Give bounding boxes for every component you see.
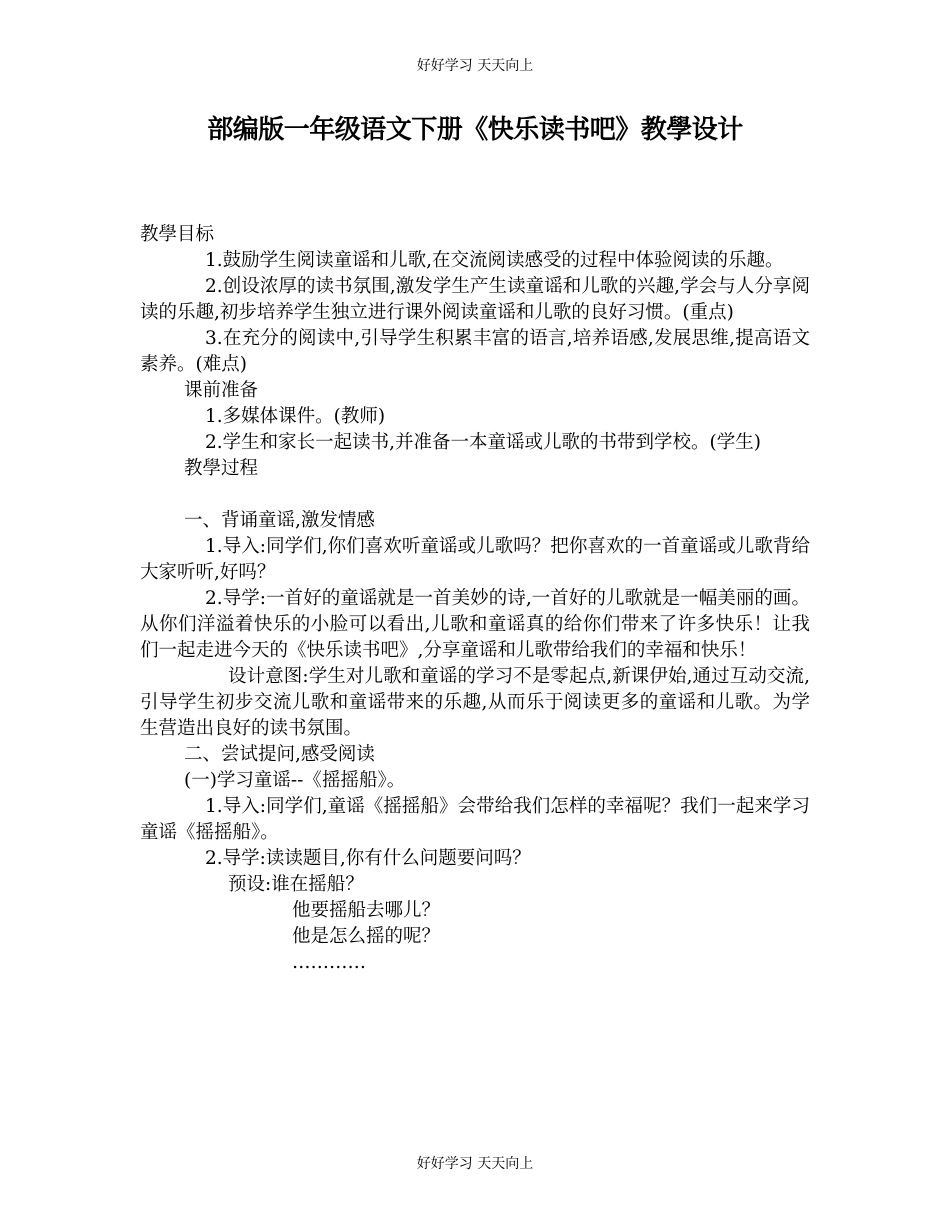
preset-question-3: 他是怎么摇的呢？	[292, 926, 441, 947]
prep-heading: 课前准备	[184, 380, 259, 401]
goal-paragraph-3: 3.在充分的阅读中,引导学生积累丰富的语言,培养语感,发展思维,提高语文素养。(难点)	[140, 328, 810, 375]
part2-subheading: (一)学习童谣--《摇摇船》。	[184, 770, 406, 791]
preset-question-1: 预设:谁在摇船？	[228, 874, 364, 895]
goal-paragraph-2: 2.创设浓厚的读书氛围,激发学生产生读童谣和儿歌的兴趣,学会与人分享阅读的乐趣,初步培养学生独立进行课外阅读童谣和儿歌的良好习惯。(重点)	[140, 276, 810, 323]
page-header: 好好学习 天天向上	[416, 58, 534, 74]
part1-step-2: 2.导学:一首好的童谣就是一首美妙的诗,一首好的儿歌就是一幅美丽的画。从你们洋溢着快乐的小脸可以看出,儿歌和童谣真的给你们带来了许多快乐！让我们一起走进今天的《快乐读书吧》,分享童谣和儿歌带给我们的幸福和快乐！	[140, 588, 810, 661]
prep-item-2: 2.学生和家长一起读书,并准备一本童谣或儿歌的书带到学校。(学生)	[205, 432, 761, 453]
design-intent: 设计意图:学生对儿歌和童谣的学习不是零起点,新课伊始,通过互动交流,引导学生初步交流儿歌和童谣带来的乐趣,从而乐于阅读更多的童谣和儿歌。为学生营造出良好的读书氛围。	[140, 666, 810, 739]
goal-paragraph-1: 1.鼓励学生阅读童谣和儿歌,在交流阅读感受的过程中体验阅读的乐趣。	[205, 250, 784, 271]
ellipsis: …………	[292, 952, 366, 973]
page-footer: 好好学习 天天向上	[416, 1156, 534, 1172]
spacer	[140, 482, 810, 508]
part2-step-1: 1.导入:同学们,童谣《摇摇船》会带给我们怎样的幸福呢？我们一起来学习童谣《摇摇船》。	[140, 796, 810, 843]
process-heading: 教學过程	[184, 458, 259, 479]
document-title: 部编版一年级语文下册《快乐读书吧》教學设计	[207, 115, 743, 145]
preset-question-2: 他要摇船去哪儿？	[292, 900, 441, 921]
part2-step-2: 2.导学:读读题目,你有什么问题要问吗？	[205, 848, 531, 869]
part1-heading: 一、背诵童谣,激发情感	[184, 510, 375, 531]
goals-heading: 教學目标	[140, 224, 215, 245]
prep-item-1: 1.多媒体课件。(教师)	[205, 406, 386, 427]
document-body	[140, 222, 810, 976]
part2-heading: 二、尝试提问,感受阅读	[184, 744, 375, 765]
part1-step-1: 1.导入:同学们,你们喜欢听童谣或儿歌吗？把你喜欢的一首童谣或儿歌背给大家听听,好吗？	[140, 536, 810, 583]
